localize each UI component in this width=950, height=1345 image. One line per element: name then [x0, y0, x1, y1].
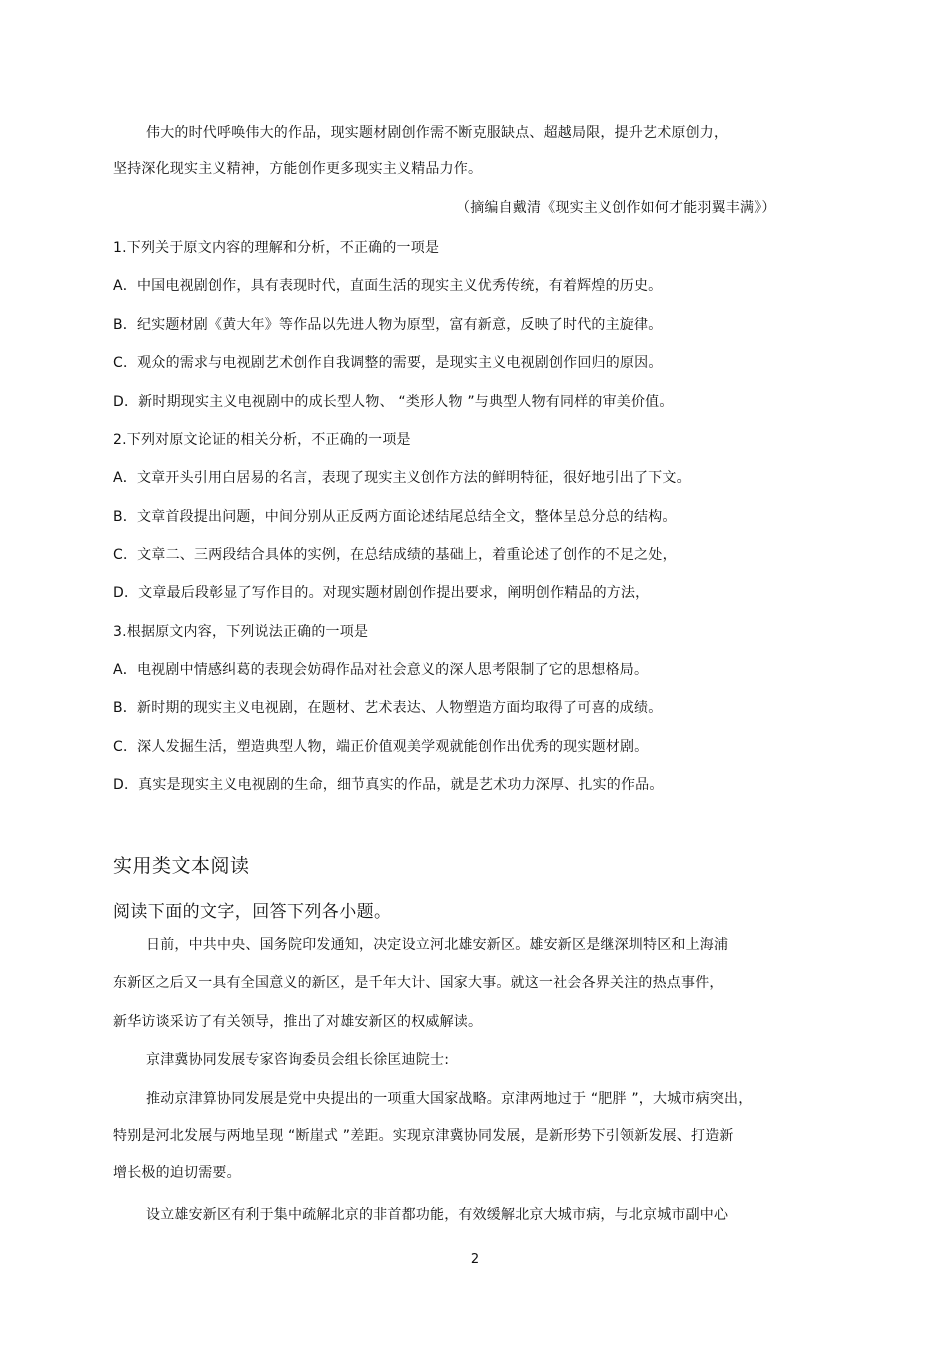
- answer-option: D．文章最后段彰显了写作目的。对现实题材剧创作提出要求，阐明创作精品的方法，: [113, 585, 650, 601]
- paragraph-line: 增长极的迫切需要。: [113, 1165, 241, 1181]
- source-citation: （摘编自戴清《现实主义创作如何才能羽翼丰满》）: [456, 200, 776, 216]
- answer-option: B．纪实题材剧《黄大年》等作品以先进人物为原型，富有新意，反映了时代的主旋律。: [113, 317, 663, 333]
- answer-option: A．电视剧中情感纠葛的表现会妨碍作品对社会意义的深人思考限制了它的思想格局。: [113, 662, 649, 678]
- answer-option: D．真实是现实主义电视剧的生命，细节真实的作品，就是艺术功力深厚、扎实的作品。: [113, 777, 664, 793]
- paragraph-line: 伟大的时代呼唤伟大的作品，现实题材剧创作需不断克服缺点、超越局限，提升艺术原创力，: [146, 125, 729, 141]
- question-stem: 3.根据原文内容，下列说法正确的一项是: [113, 624, 369, 640]
- answer-option: B．文章首段提出问题，中间分别从正反两方面论述结尾总结全文，整体呈总分总的结构。: [113, 509, 677, 525]
- answer-option: D．新时期现实主义电视剧中的成长型人物、 “类形人物 ”与典型人物有同样的审美价值。: [113, 394, 674, 410]
- paragraph-line: 新华访谈采访了有关领导，推出了对雄安新区的权威解读。: [113, 1014, 483, 1030]
- paragraph-line: 设立雄安新区有利于集中疏解北京的非首都功能，有效缓解北京大城市病，与北京城市副中心: [146, 1207, 729, 1223]
- answer-option: C．深人发掘生活，塑造典型人物，端正价值观美学观就能创作出优秀的现实题材剧。: [113, 739, 649, 755]
- paragraph-line: 特别是河北发展与两地呈现 “断崖式 ”差距。实现京津冀协同发展，是新形势下引领新发展、打造新: [113, 1128, 734, 1144]
- question-stem: 2.下列对原文论证的相关分析，不正确的一项是: [113, 432, 411, 448]
- answer-option: A．文章开头引用白居易的名言，表现了现实主义创作方法的鲜明特征，很好地引出了下文。: [113, 470, 691, 486]
- paragraph-line: 东新区之后又一具有全国意义的新区，是千年大计、国家大事。就这一社会各界关注的热点事件，: [113, 975, 724, 991]
- answer-option: C．文章二、三两段结合具体的实例，在总结成绩的基础上，着重论述了创作的不足之处，: [113, 547, 677, 563]
- page-number: 2: [470, 1252, 480, 1267]
- answer-option: C．观众的需求与电视剧艺术创作自我调整的需要，是现实主义电视剧创作回归的原因。: [113, 355, 663, 371]
- section-title: 实用类文本阅读: [113, 855, 250, 877]
- answer-option: A．中国电视剧创作，具有表现时代，直面生活的现实主义优秀传统，有着辉煌的历史。: [113, 278, 663, 294]
- paragraph-line: 推动京津算协同发展是党中央提出的一项重大国家战略。京津两地过于 “肥胖 ”，大城市病突出，: [146, 1091, 753, 1107]
- question-stem: 1.下列关于原文内容的理解和分析，不正确的一项是: [113, 240, 440, 256]
- paragraph-line: 日前，中共中央、国务院印发通知，决定设立河北雄安新区。雄安新区是继深圳特区和上海浦: [146, 937, 729, 953]
- paragraph-line: 坚持深化现实主义精神，方能创作更多现实主义精品力作。: [113, 161, 483, 177]
- section-instruction: 阅读下面的文字，回答下列各小题。: [113, 902, 392, 922]
- paragraph-line: 京津冀协同发展专家咨询委员会组长徐匡迪院士:: [146, 1052, 450, 1068]
- answer-option: B．新时期的现实主义电视剧，在题材、艺术表达、人物塑造方面均取得了可喜的成绩。: [113, 700, 663, 716]
